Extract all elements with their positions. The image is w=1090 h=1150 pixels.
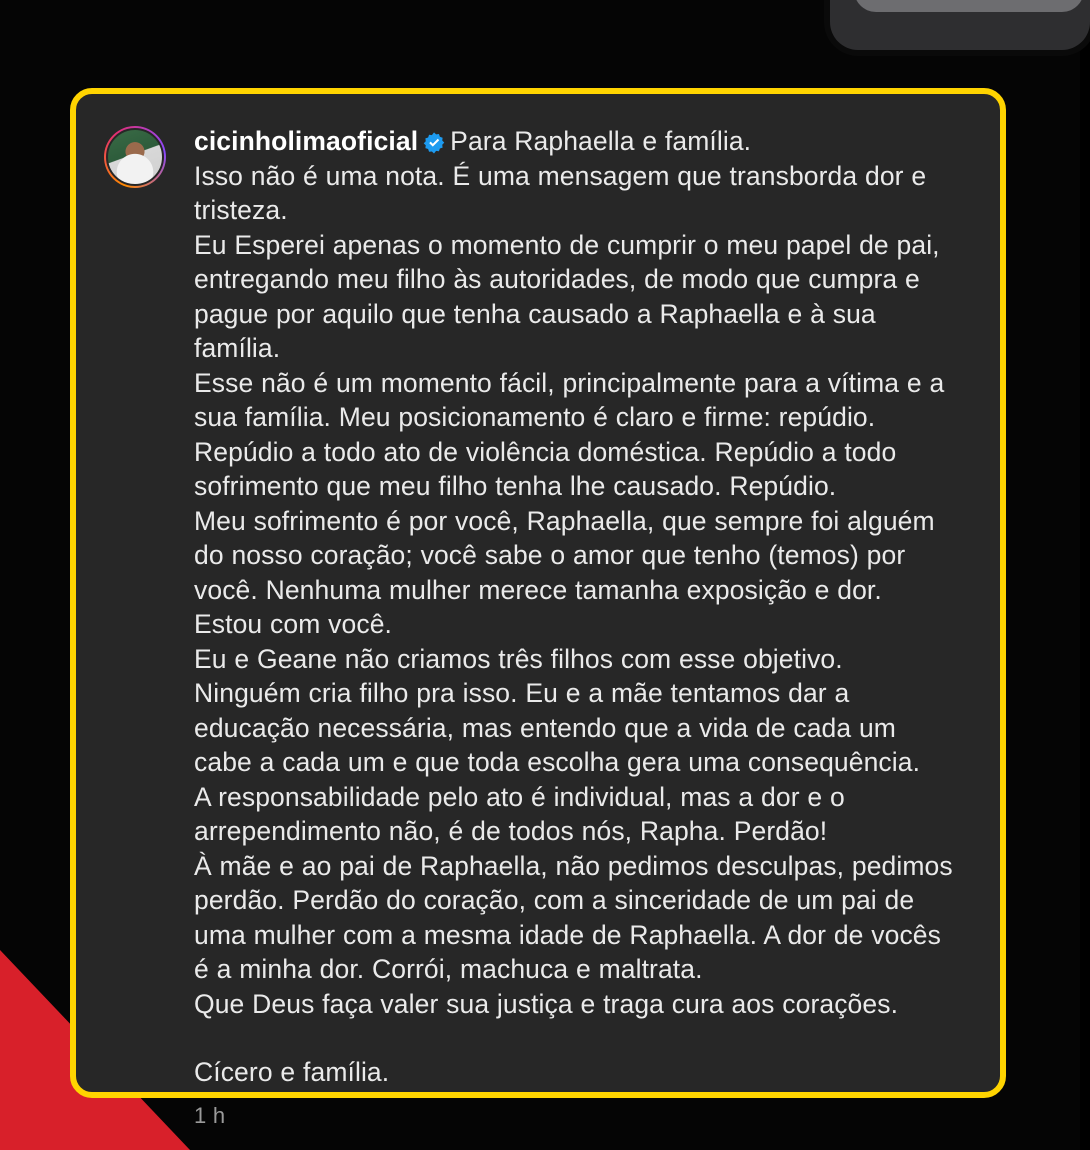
post-line: Que Deus faça valer sua justiça e traga cura aos corações. <box>194 988 899 1019</box>
post-line: Repúdio a todo ato de violência doméstica. Repúdio a todo sofrimento que meu filho tenha lhe causado. Repúdio. <box>194 436 897 501</box>
post-first-line <box>194 124 956 159</box>
post-line: À mãe e ao pai de Raphaella, não pedimos desculpas, pedimos perdão. Perdão do coração, com a sinceridade de um pai de uma mulher com a mesma idade de Raphaella. A dor de vocês é a minha dor. Corrói, machuca e maltrata. <box>194 850 953 984</box>
post-card <box>70 88 1006 1128</box>
post-line: A responsabilidade pelo ato é individual, mas a dor e o arrependimento não, é de todos nós, Rapha. Perdão! <box>194 781 845 846</box>
post-line-0: Para Raphaella e família. <box>450 126 752 156</box>
avatar[interactable] <box>104 126 166 188</box>
post-timestamp: 1 h <box>194 1102 226 1128</box>
post-line: Eu e Geane não criamos três filhos com esse objetivo. Ninguém cria filho pra isso. Eu e a mãe tentamos dar a educação necessária, mas entendo que a vida de cada um cabe a cada um e que toda escolha gera uma consequência. <box>194 643 921 777</box>
username[interactable]: cicinholimaoficial <box>194 126 419 156</box>
post-signature: Cícero e família. <box>194 1057 390 1087</box>
paragraph-spacer <box>194 1021 956 1055</box>
top-right-device-screen <box>854 0 1084 12</box>
post-line: Meu sofrimento é por você, Raphaella, que sempre foi alguém do nosso coração; você sabe o amor que tenho (temos) por você. Nenhuma mulher merece tamanha exposição e dor. Estou com você. <box>194 505 935 639</box>
avatar-image <box>106 128 164 186</box>
post-line: Isso não é uma nota. É uma mensagem que transborda dor e tristeza. <box>194 160 927 225</box>
post-line: Eu Esperei apenas o momento de cumprir o meu papel de pai, entregando meu filho às autoridades, de modo que cumpra e pague por aquilo que tenha causado a Raphaella e à sua família. <box>194 229 940 363</box>
top-right-device-decoration <box>830 0 1090 50</box>
verified-badge-icon <box>423 127 445 149</box>
post-line: Esse não é um momento fácil, principalmente para a vítima e a sua família. Meu posicionamento é claro e firme: repúdio. <box>194 367 945 432</box>
post-text <box>194 124 966 1130</box>
post-content <box>76 94 1000 1130</box>
